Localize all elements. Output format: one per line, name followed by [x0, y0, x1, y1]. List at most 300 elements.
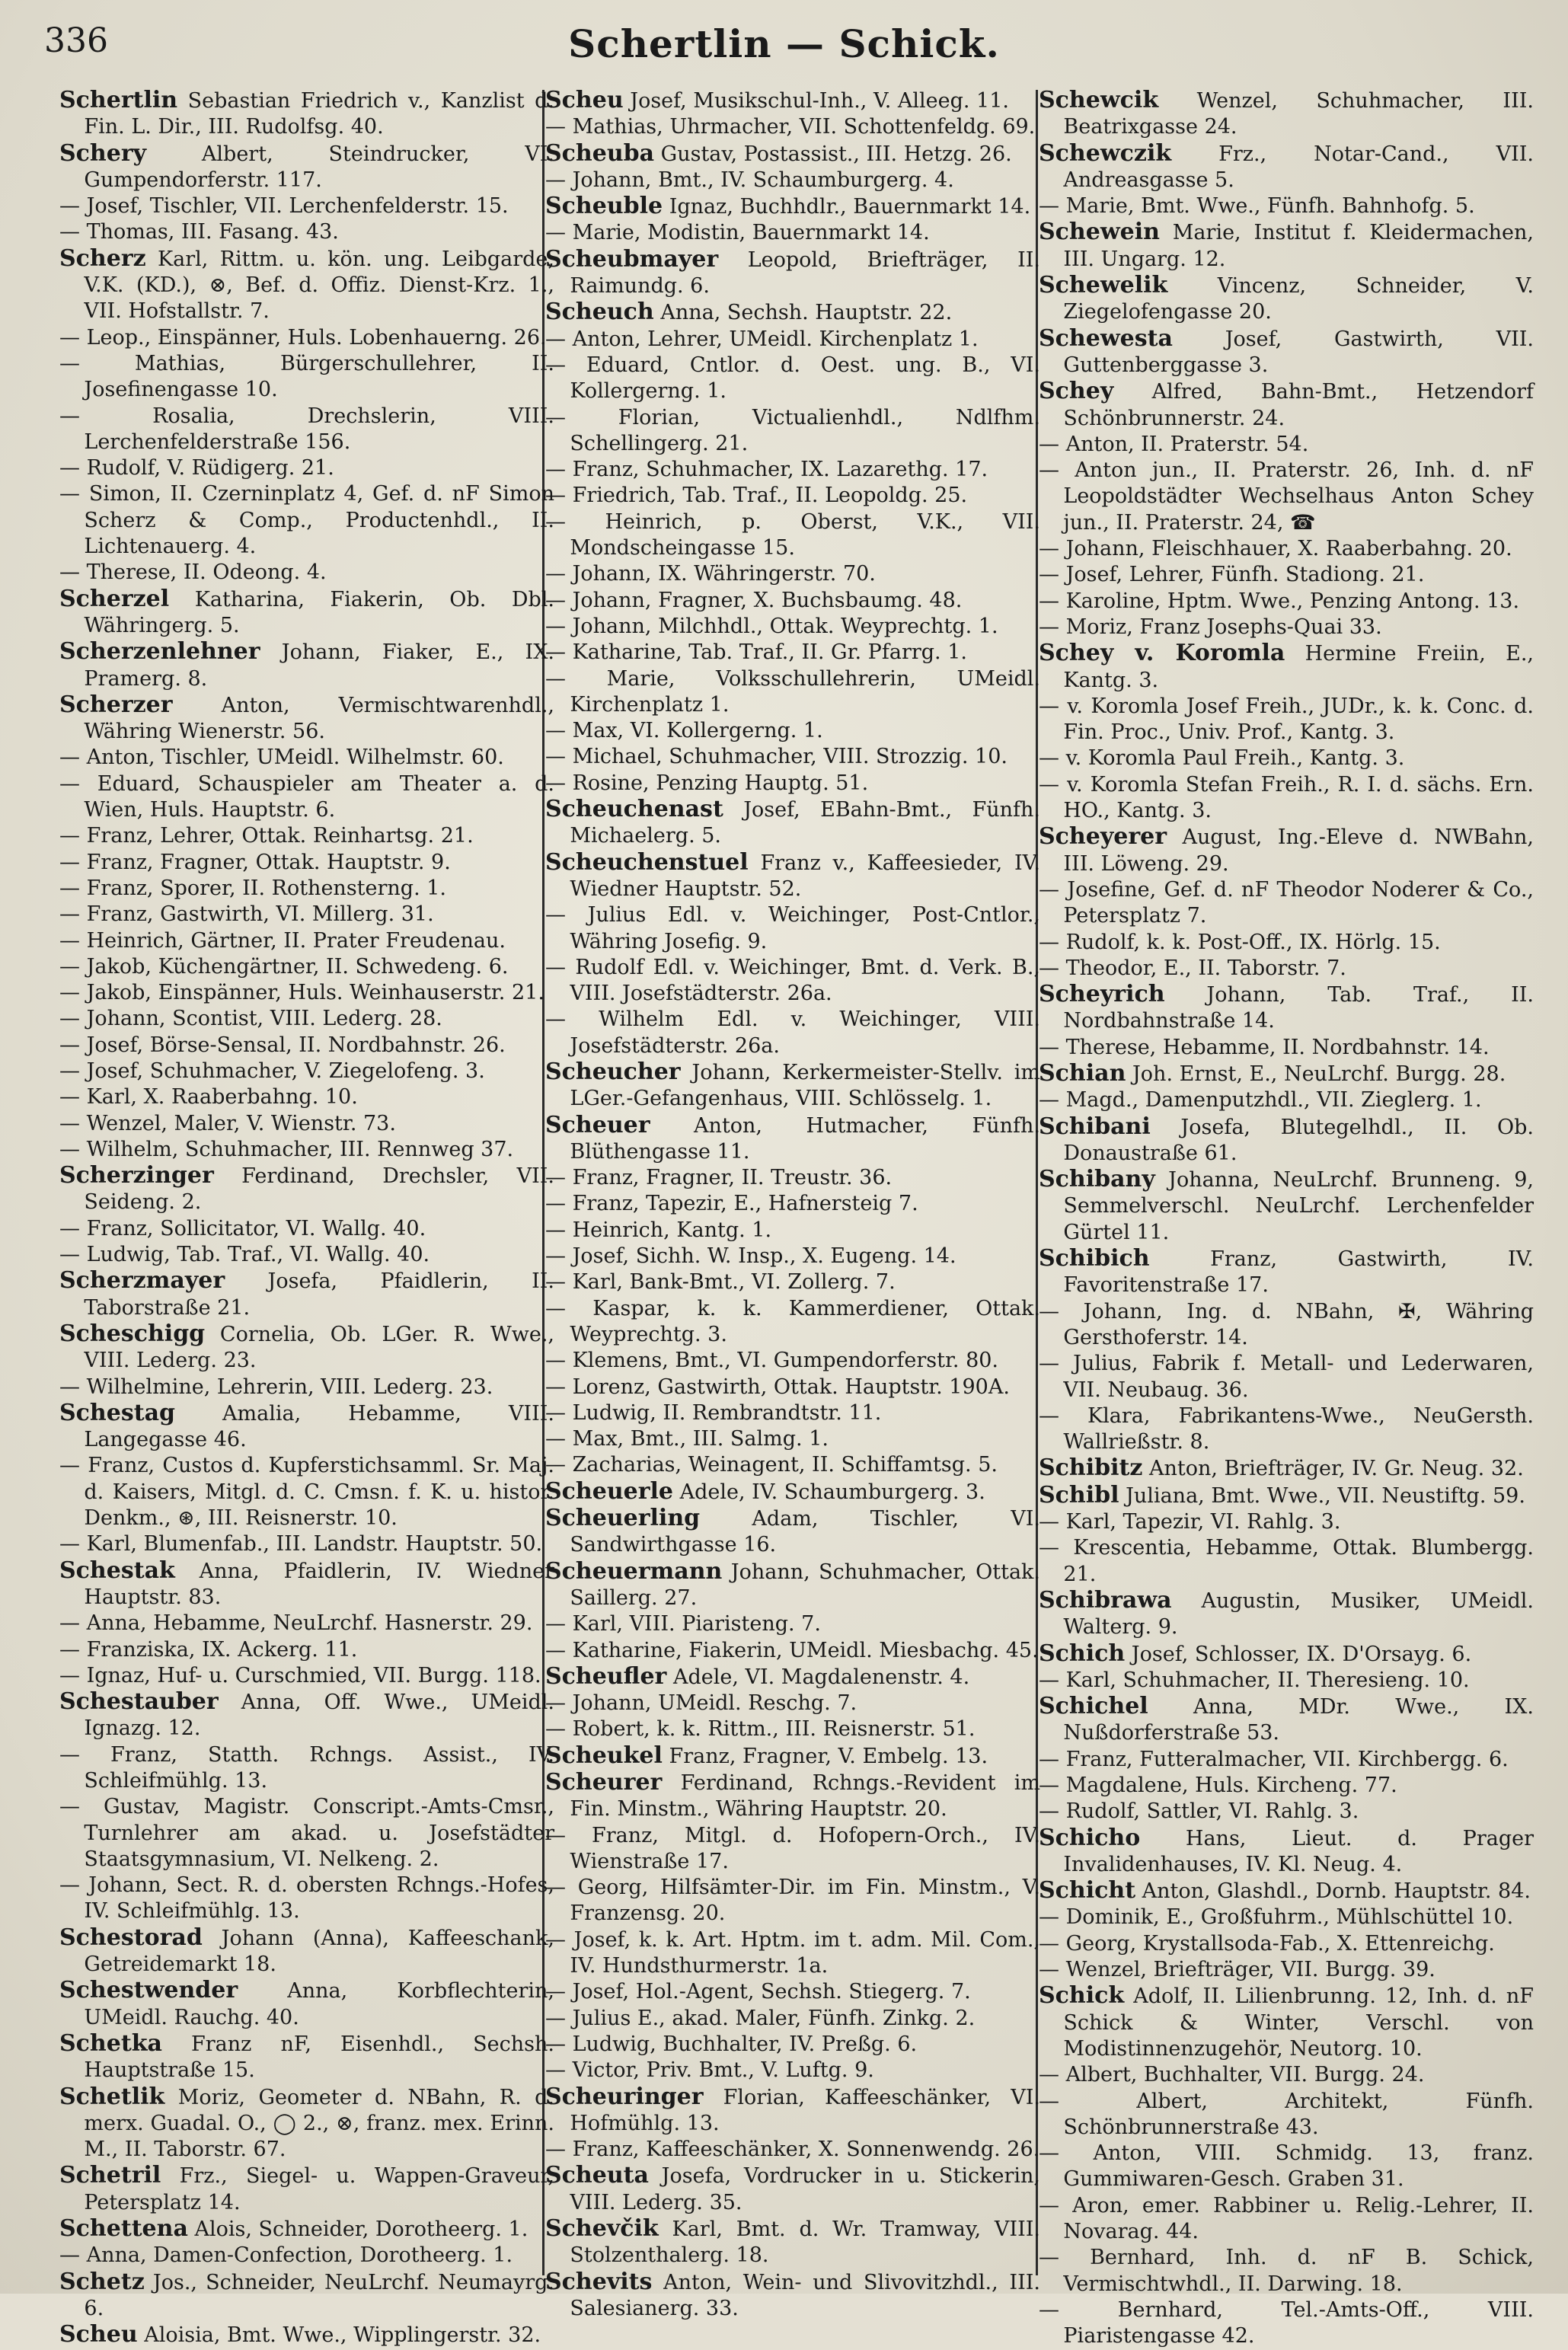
entry-text: — Johann, Scontist, VIII. Lederg. 28. — [59, 1007, 442, 1031]
directory-entry — [59, 692, 554, 746]
entry-text: — Franz, Fragner, II. Treustr. 36. — [545, 1166, 893, 1190]
entry-text: — Anton jun., II. Praterstr. 26, Inh. d. nF Leopoldstädter Wechselhaus Anton Schey jun., II. Praterstr. 24, ☎ — [1039, 458, 1534, 535]
entry-text: — Georg, Hilfsämter-Dir. im Fin. Minstm., V. Franzensg. 20. — [545, 1876, 1040, 1926]
directory-entry — [545, 1269, 1040, 1295]
directory-entry — [545, 2163, 1040, 2216]
entry-surname: Scheuchenast — [545, 796, 723, 823]
entry-text: — Franz, Sporer, II. Rothensterng. 1. — [59, 876, 447, 900]
directory-entry — [545, 1479, 1040, 1505]
directory-entry — [1039, 2193, 1534, 2246]
entry-text: — Eduard, Schauspieler am Theater a. d. Wien, Huls. Hauptstr. 6. — [59, 771, 554, 822]
entry-surname: Schestag — [59, 1399, 175, 1426]
directory-entry — [545, 640, 1040, 666]
entry-surname: Schicho — [1039, 1824, 1141, 1851]
entry-text: Leopold, Briefträger, II. Raimundg. 6. — [570, 247, 1040, 299]
directory-entry — [545, 666, 1040, 719]
entry-surname: Schetka — [59, 2029, 162, 2057]
directory-entry — [59, 876, 554, 902]
entry-text: — Johann, Fragner, X. Buchsbaumg. 48. — [545, 588, 963, 612]
entry-text: — Kaspar, k. k. Kammerdiener, Ottak. Weyprechtg. 3. — [545, 1296, 1040, 1346]
directory-entry — [545, 114, 1040, 140]
entry-surname: Schevčik — [545, 2215, 659, 2243]
directory-entry — [1039, 1931, 1534, 1957]
directory-entry — [59, 1268, 554, 1321]
entry-surname: Schibrawa — [1039, 1586, 1172, 1614]
directory-entry — [545, 88, 1040, 114]
entry-text: — Wenzel, Briefträger, VII. Burgg. 39. — [1039, 1958, 1435, 1982]
entry-text: Josef, Musikschul-Inh., V. Alleeg. 11. — [623, 89, 1009, 113]
entry-text: — Rudolf, Sattler, VI. Rahlg. 3. — [1039, 1799, 1359, 1824]
entry-text: — Bernhard, Tel.-Amts-Off., VIII. Piaristengasse 42. — [1039, 2297, 1534, 2348]
directory-entry — [1039, 1035, 1534, 1061]
directory-entry — [1039, 141, 1534, 194]
directory-entry — [1039, 432, 1534, 458]
directory-entry — [1039, 1799, 1534, 1825]
directory-entry — [1039, 1825, 1534, 1879]
directory-entry — [1039, 562, 1534, 588]
entry-text: — Therese, II. Odeong. 4. — [59, 560, 327, 585]
directory-entry — [545, 1691, 1040, 1716]
entry-text: — Josefine, Gef. d. nF Theodor Noderer & Co., Petersplatz 7. — [1039, 877, 1534, 928]
entry-text: — Karl, Blumenfab., III. Landstr. Hauptstr. 50. — [59, 1532, 543, 1557]
directory-entry — [545, 744, 1040, 770]
entry-text: — Julius, Fabrik f. Metall- und Lederwaren, VII. Neubaug. 36. — [1039, 1352, 1534, 1402]
directory-entry — [59, 1111, 554, 1137]
directory-entry — [1039, 930, 1534, 956]
entry-text: — Rudolf Edl. v. Weichinger, Bmt. d. Verk. B., VIII. Josefstädterstr. 26a. — [545, 955, 1040, 1006]
directory-entry — [1039, 1773, 1534, 1799]
directory-entry — [59, 1558, 554, 1611]
entry-text: — v. Koromla Josef Freih., JUDr., k. k. Conc. d. Fin. Proc., Univ. Prof., Kantg. 3. — [1039, 694, 1534, 745]
entry-surname: Schewcik — [1039, 87, 1159, 113]
directory-entry — [59, 1242, 554, 1268]
entry-text: — Mathias, Uhrmacher, VII. Schottenfeldg. 69. — [545, 115, 1036, 139]
directory-entry — [59, 2031, 554, 2084]
entry-text: Franz nF, Eisenhdl., Sechsh. Hauptstraße 15. — [84, 2032, 554, 2083]
directory-entry — [545, 1400, 1040, 1426]
entry-text: — Wilhelm, Schuhmacher, III. Rennweg 37. — [59, 1137, 514, 1161]
directory-entry — [59, 325, 554, 351]
directory-entry — [59, 1637, 554, 1663]
directory-entry — [59, 219, 554, 245]
entry-text: — Michael, Schuhmacher, VIII. Strozzig. 10. — [545, 745, 1008, 769]
directory-entry — [545, 561, 1040, 587]
directory-entry — [1039, 326, 1534, 379]
directory-entry — [545, 2216, 1040, 2269]
column-3 — [1039, 87, 1534, 2348]
entry-text: Joh. Ernst, E., NeuLrchf. Burgg. 28. — [1126, 1062, 1506, 1086]
directory-entry — [545, 2137, 1040, 2163]
directory-entry — [545, 220, 1040, 246]
directory-entry — [1039, 2062, 1534, 2088]
directory-entry — [545, 1716, 1040, 1742]
entry-surname: Schewein — [1039, 219, 1160, 246]
directory-entry — [1039, 640, 1534, 694]
entry-text: — Franz, Schuhmacher, IX. Lazarethg. 17. — [545, 458, 988, 482]
entry-text: — Jakob, Einspänner, Huls. Weinhauserstr. 21. — [59, 981, 544, 1005]
directory-entry — [545, 1059, 1040, 1113]
entry-text: — Josef, Tischler, VII. Lerchenfelderstr. 15. — [59, 194, 509, 219]
directory-entry — [59, 404, 554, 456]
directory-entry — [59, 246, 554, 325]
entry-text: — Anton, VIII. Schmidg. 13, franz. Gummiwaren-Gesch. Graben 31. — [1039, 2141, 1534, 2192]
entry-text: — Franz, Fragner, Ottak. Hauptstr. 9. — [59, 850, 451, 874]
directory-entry — [545, 1426, 1040, 1452]
entry-surname: Schettena — [59, 2215, 188, 2243]
entry-text: — Theodor, E., II. Taborstr. 7. — [1039, 956, 1346, 980]
entry-surname: Schey v. Koromla — [1039, 640, 1285, 667]
entry-text: — Franz, Kaffeeschänker, X. Sonnenwendg. 26. — [545, 2138, 1040, 2162]
directory-entry — [545, 614, 1040, 640]
directory-entry — [545, 588, 1040, 614]
entry-surname: Schetlik — [59, 2083, 165, 2110]
entry-text: — Franz, Mitgl. d. Hofopern-Orch., IV. Wienstraße 17. — [545, 1823, 1040, 1873]
entry-text: — Moriz, Franz Josephs-Quai 33. — [1039, 615, 1382, 639]
directory-entry — [545, 1638, 1040, 1664]
entry-text: — Anton, II. Praterstr. 54. — [1039, 432, 1309, 456]
directory-entry — [1039, 824, 1534, 877]
entry-text: — Thomas, III. Fasang. 43. — [59, 220, 339, 244]
entry-text: — Max, VI. Kollergerng. 1. — [545, 719, 823, 743]
entry-text: Juliana, Bmt. Wwe., VII. Neustiftg. 59. — [1119, 1483, 1525, 1508]
entry-surname: Scheuermann — [545, 1557, 723, 1585]
directory-entry — [59, 2216, 554, 2243]
entry-text: Adolf, II. Lilienbrunng. 12, Inh. d. nF Schick & Winter, Verschl. von Modistinnenzugehör, Neutorg. 10. — [1063, 1984, 1534, 2061]
directory-entry — [545, 327, 1040, 353]
entry-text: — Krescentia, Hebamme, Ottak. Blumbergg. 21. — [1039, 1536, 1534, 1586]
entry-surname: Schibl — [1039, 1481, 1119, 1509]
directory-entry — [59, 1925, 554, 1978]
directory-entry — [1039, 88, 1534, 141]
entry-text: Franz v., Kaffeesieder, IV. Wiedner Hauptstr. 52. — [570, 851, 1040, 901]
directory-entry — [545, 1165, 1040, 1191]
directory-entry — [545, 1611, 1040, 1637]
directory-entry — [59, 1163, 554, 1216]
entry-text: — Marie, Bmt. Wwe., Fünfh. Bahnhofg. 5. — [1039, 194, 1475, 219]
directory-entry — [1039, 1087, 1534, 1113]
directory-entry — [59, 1873, 554, 1925]
directory-entry — [545, 1823, 1040, 1876]
entry-text: — Karl, X. Raaberbahng. 10. — [59, 1085, 358, 1110]
entry-surname: Scheuringer — [545, 2083, 704, 2110]
directory-entry — [59, 902, 554, 928]
entry-text: — Robert, k. k. Rittm., III. Reisnerstr. 51. — [545, 1717, 976, 1742]
entry-text: — Magd., Damenputzhdl., VII. Zieglerg. 1. — [1039, 1088, 1482, 1113]
entry-text: Hans, Lieut. d. Prager Invalidenhauses, IV. Kl. Neug. 4. — [1063, 1826, 1534, 1876]
directory-entry — [545, 193, 1040, 220]
directory-entry — [545, 1191, 1040, 1217]
directory-entry — [545, 405, 1040, 458]
directory-entry — [1039, 1535, 1534, 1588]
entry-text: Amalia, Hebamme, VIII. Langegasse 46. — [84, 1401, 554, 1452]
entry-surname: Schibany — [1039, 1166, 1155, 1193]
directory-entry — [545, 1218, 1040, 1244]
directory-entry — [1039, 956, 1534, 982]
entry-text: — Klara, Fabrikantens-Wwe., NeuGersth. Wallrießstr. 8. — [1039, 1403, 1534, 1454]
directory-entry — [59, 193, 554, 219]
entry-surname: Scherzmayer — [59, 1267, 225, 1295]
entry-text: — Rosine, Penzing Hauptg. 51. — [545, 771, 869, 795]
entry-text: — Katharine, Fiakerin, UMeidl. Miesbachg. 45. — [545, 1638, 1039, 1662]
directory-entry — [59, 1006, 554, 1032]
entry-text: Marie, Institut f. Kleidermachen, III. Ungarg. 12. — [1063, 221, 1534, 271]
directory-entry — [59, 823, 554, 849]
entry-surname: Schey — [1039, 378, 1114, 405]
directory-entry — [1039, 1905, 1534, 1930]
directory-entry — [59, 88, 554, 141]
column-2 — [545, 87, 1040, 2320]
directory-entry — [59, 455, 554, 481]
directory-entry — [59, 1531, 554, 1557]
directory-entry — [1039, 193, 1534, 219]
directory-entry — [545, 1875, 1040, 1927]
entry-text: — Anna, Damen-Confection, Dorotheerg. 1. — [59, 2243, 513, 2268]
directory-entry — [1039, 2245, 1534, 2297]
entry-text: Anton, Vermischtwarenhdl., Währing Wienerstr. 56. — [84, 693, 554, 744]
entry-text: — Max, Bmt., III. Salmg. 1. — [545, 1427, 829, 1451]
entry-text: — Rudolf, k. k. Post-Off., IX. Hörlg. 15. — [1039, 930, 1441, 954]
directory-entry — [1039, 1668, 1534, 1694]
directory-entry — [59, 1794, 554, 1873]
directory-entry — [59, 1400, 554, 1454]
entry-text: Johann (Anna), Kaffeeschank, Getreidemarkt 18. — [84, 1926, 554, 1977]
entry-text: — Florian, Victualienhdl., Ndlfhm. Schellingerg. 21. — [545, 405, 1040, 455]
directory-entry — [1039, 1747, 1534, 1773]
entry-text: Anna, Pfaidlerin, IV. Wiedner Hauptstr. 83. — [84, 1559, 554, 1609]
entry-text: — v. Koromla Paul Freih., Kantg. 3. — [1039, 746, 1405, 771]
directory-entry — [545, 1559, 1040, 1612]
page-number: 336 — [44, 21, 108, 60]
entry-text: — Karl, VIII. Piaristeng. 7. — [545, 1612, 821, 1636]
entry-surname: Scheyrich — [1039, 981, 1165, 1008]
entry-text: — Franz, Futteralmacher, VII. Kirchbergg. 6. — [1039, 1747, 1509, 1771]
directory-entry — [1039, 694, 1534, 746]
directory-entry — [59, 141, 554, 194]
entry-text: — Johann, Bmt., IV. Schaumburgerg. 4. — [545, 168, 954, 192]
entry-text: — Rudolf, V. Rüdigerg. 21. — [59, 456, 334, 481]
entry-text: — Julius E., akad. Maler, Fünfh. Zinkg. 2. — [545, 2006, 976, 2030]
entry-text: Adele, IV. Schaumburgerg. 3. — [673, 1480, 985, 1504]
entry-text: — Johann, Ing. d. NBahn, ✠, Währing Gersthoferstr. 14. — [1039, 1299, 1534, 1349]
directory-entry — [545, 247, 1040, 300]
entry-text: Franz, Gastwirth, IV. Favoritenstraße 17. — [1063, 1247, 1534, 1298]
entry-surname: Scherzenlehner — [59, 638, 260, 666]
entry-text: — Leop., Einspänner, Huls. Lobenhauerng. 26. — [59, 325, 547, 350]
entry-text: Josefa, Pfaidlerin, II. Taborstraße 21. — [84, 1269, 554, 1320]
entry-surname: Scheufler — [545, 1662, 667, 1690]
entry-surname: Schibitz — [1039, 1454, 1143, 1482]
entry-text: — Aron, emer. Rabbiner u. Relig.-Lehrer, II. Novarag. 44. — [1039, 2193, 1534, 2244]
directory-entry — [59, 1453, 554, 1531]
entry-text: Anna, Off. Wwe., UMeidl. Ignazg. 12. — [84, 1691, 554, 1741]
entry-surname: Scherzinger — [59, 1162, 214, 1189]
entry-text: Alfred, Bahn-Bmt., Hetzendorf Schönbrunnerstr. 24. — [1063, 380, 1534, 430]
directory-entry — [545, 850, 1040, 903]
entry-text: — Josef, Börse-Sensal, II. Nordbahnstr. 26. — [59, 1033, 506, 1057]
directory-entry — [545, 902, 1040, 955]
directory-entry — [59, 954, 554, 980]
directory-entry — [59, 1058, 554, 1084]
entry-surname: Schewelik — [1039, 272, 1168, 299]
page-header — [0, 0, 1568, 72]
entry-text: — Anna, Hebamme, NeuLrchf. Hasnerstr. 29. — [59, 1611, 533, 1636]
entry-text: — Josef, Lehrer, Fünfh. Stadiong. 21. — [1039, 563, 1425, 587]
entry-text: Ferdinand, Drechsler, VII. Seideng. 2. — [84, 1164, 554, 1215]
directory-entry — [59, 1084, 554, 1110]
directory-entry — [545, 797, 1040, 850]
entry-text: — Johann, Sect. R. d. obersten Rchngs.-Hofes, IV. Schleifmühlg. 13. — [59, 1873, 554, 1924]
entry-surname: Scheuba — [545, 139, 655, 167]
entry-surname: Scheu — [59, 2321, 138, 2348]
entry-text: Johanna, NeuLrchf. Brunneng. 9, Semmelverschl. NeuLrchf. Lerchenfelder Gürtel 11. — [1063, 1168, 1534, 1244]
entry-surname: Schetril — [59, 2162, 161, 2189]
directory-entry — [1039, 1983, 1534, 2062]
entry-text: Ignaz, Buchhdlr., Bauernmarkt 14. — [663, 195, 1031, 219]
entry-surname: Schick — [1039, 1982, 1125, 2010]
entry-text: — Josef, Hol.-Agent, Sechsh. Stiegerg. 7. — [545, 1980, 971, 2004]
entry-text: — Victor, Priv. Bmt., V. Luftg. 9. — [545, 2058, 874, 2083]
entry-text: — Friedrich, Tab. Traf., II. Leopoldg. 25. — [545, 484, 968, 508]
entry-text: — Lorenz, Gastwirth, Ottak. Hauptstr. 190A. — [545, 1375, 1010, 1399]
entry-text: — Franz, Custos d. Kupferstichsamml. Sr. Maj. d. Kaisers, Mitgl. d. C. Cmsn. f. K. u. histor. Denkm., ⊛, III. Reisnerstr. 10. — [59, 1454, 554, 1531]
directory-entry — [59, 1137, 554, 1163]
entry-text: Frz., Siegel- u. Wappen-Graveur, Petersplatz 14. — [84, 2164, 554, 2214]
entry-text: — Gustav, Magistr. Conscript.-Amts-Cmsr., Turnlehrer am akad. u. Josefstädter Staatsgymnasium, VI. Nelkeng. 2. — [59, 1795, 554, 1871]
entry-text: Johann, Tab. Traf., II. Nordbahnstraße 14. — [1063, 983, 1534, 1033]
entry-text: — Johann, IX. Währingerstr. 70. — [545, 562, 876, 586]
entry-text: Aloisia, Bmt. Wwe., Wipplingerstr. 32. — [137, 2323, 541, 2348]
directory-entry — [59, 1611, 554, 1636]
entry-surname: Scheschigg — [59, 1320, 206, 1347]
directory-entry — [545, 1348, 1040, 1374]
entry-text: — Bernhard, Inh. d. nF B. Schick, Vermischtwhdl., II. Darwing. 18. — [1039, 2246, 1534, 2296]
directory-entry — [545, 483, 1040, 509]
entry-text: Katharina, Fiakerin, Ob. Dbl. Währingerg. 5. — [84, 587, 554, 637]
entry-surname: Scheuerle — [545, 1477, 674, 1505]
directory-entry — [59, 1216, 554, 1242]
entry-text: Josef, Schlosser, IX. D'Orsayg. 6. — [1125, 1642, 1472, 1666]
directory-entry — [1039, 2089, 1534, 2141]
entry-text: — Wenzel, Maler, V. Wienstr. 73. — [59, 1111, 396, 1135]
directory-entry — [59, 2163, 554, 2216]
entry-text: — Magdalene, Huls. Kircheng. 77. — [1039, 1774, 1397, 1797]
entry-text: — Heinrich, Kantg. 1. — [545, 1218, 772, 1242]
entry-text: Anna, Korbflechterin, UMeidl. Rauchg. 40. — [84, 1979, 554, 2029]
entry-surname: Scheuch — [545, 299, 654, 326]
entry-text: — Simon, II. Czerninplatz 4, Gef. d. nF Simon Scherz & Comp., Productenhdl., II. Lichtenauerg. 4. — [59, 482, 554, 559]
running-head: Schertlin — Schick. — [568, 21, 1000, 66]
entry-text: Florian, Kaffeeschänker, VI. Hofmühlg. 13. — [570, 2085, 1040, 2135]
directory-entry — [1039, 1167, 1534, 1246]
entry-surname: Schestauber — [59, 1688, 219, 1716]
entry-text: — Johann, Fleischhauer, X. Raaberbahng. 20. — [1039, 537, 1512, 561]
directory-entry — [59, 586, 554, 640]
entry-text: Moriz, Geometer d. NBahn, R. d. merx. Guadal. O., ◯ 2., ⊗, franz. mex. Erinn. M., II. Taborstr. 67. — [84, 2085, 554, 2162]
entry-text: — Josef, Schuhmacher, V. Ziegelofeng. 3. — [59, 1058, 485, 1083]
entry-text: — Marie, Volksschullehrerin, UMeidl. Kirchenplatz 1. — [545, 666, 1040, 717]
entry-surname: Schestorad — [59, 1924, 203, 1951]
entry-text: Albert, Steindrucker, VI. Gumpendorferstr. 117. — [84, 142, 554, 192]
entry-surname: Scherzer — [59, 691, 173, 718]
directory-entry — [59, 1321, 554, 1375]
entry-surname: Scheucher — [545, 1058, 681, 1085]
directory-entry — [545, 509, 1040, 562]
entry-surname: Scheubmayer — [545, 245, 719, 273]
entry-surname: Scheuchenstuel — [545, 848, 749, 876]
directory-entry — [1039, 877, 1534, 930]
entry-surname: Schibani — [1039, 1113, 1151, 1140]
entry-surname: Schevits — [545, 2268, 653, 2295]
entry-surname: Schicht — [1039, 1877, 1136, 1905]
entry-text: — Josef, k. k. Art. Hptm. im t. adm. Mil. Com., IV. Hundsthurmerstr. 1a. — [545, 1927, 1040, 1978]
entry-text: — Franziska, IX. Ackerg. 11. — [59, 1637, 358, 1662]
entry-text: — Ludwig, Buchhalter, IV. Preßg. 6. — [545, 2032, 918, 2056]
directory-entry — [545, 1505, 1040, 1559]
entry-text: — Karl, Bank-Bmt., VI. Zollerg. 7. — [545, 1270, 896, 1295]
directory-entry — [59, 639, 554, 692]
directory-entry — [59, 2269, 554, 2323]
directory-entry — [1039, 1246, 1534, 1299]
entry-text: — Albert, Architekt, Fünfh. Schönbrunnerstraße 43. — [1039, 2089, 1534, 2139]
directory-entry — [1039, 1299, 1534, 1352]
entry-text: — Heinrich, Gärtner, II. Prater Freudenau. — [59, 928, 506, 953]
directory-entry — [1039, 1641, 1534, 1668]
entry-text: Josef, Gastwirth, VII. Guttenberggasse 3. — [1063, 327, 1534, 377]
directory-entry — [59, 2322, 554, 2348]
entry-text: — Klemens, Bmt., VI. Gumpendorferstr. 80. — [545, 1349, 999, 1373]
directory-entry — [1039, 615, 1534, 640]
entry-text: Vincenz, Schneider, V. Ziegelofengasse 20. — [1063, 274, 1534, 324]
entry-text: — Franz, Lehrer, Ottak. Reinhartsg. 21. — [59, 824, 474, 848]
entry-surname: Schestwender — [59, 1977, 238, 2004]
entry-text: Johann, Fiaker, E., IX. Pramerg. 8. — [84, 640, 554, 691]
entry-surname: Schich — [1039, 1640, 1126, 1667]
entry-text: Adam, Tischler, VI. Sandwirthgasse 16. — [570, 1507, 1040, 1557]
directory-entry — [1039, 1509, 1534, 1535]
directory-entry — [545, 1452, 1040, 1478]
directory-entry — [545, 168, 1040, 193]
entry-text: — Franz, Gastwirth, VI. Millerg. 31. — [59, 902, 434, 927]
entry-text: — Therese, Hebamme, II. Nordbahnstr. 14. — [1039, 1035, 1490, 1059]
entry-text: — Franz, Sollicitator, VI. Wallg. 40. — [59, 1216, 426, 1240]
entry-surname: Schewczik — [1039, 139, 1172, 167]
entry-text: — Marie, Modistin, Bauernmarkt 14. — [545, 221, 930, 245]
directory-entry — [59, 850, 554, 876]
entry-text: — Julius Edl. v. Weichinger, Post-Cntlor., Währing Josefig. 9. — [545, 903, 1040, 953]
entry-text: Anna, MDr. Wwe., IX. Nußdorferstraße 53. — [1063, 1695, 1534, 1745]
entry-surname: Schichel — [1039, 1693, 1148, 1720]
entry-surname: Scheuble — [545, 193, 663, 220]
entry-text: — Franz, Statth. Rchngs. Assist., IV. Schleifmühlg. 13. — [59, 1742, 554, 1793]
directory-entry — [59, 2084, 554, 2163]
entry-text: — Heinrich, p. Oberst, V.K., VII. Mondscheingasse 15. — [545, 509, 1040, 560]
directory-entry — [59, 1033, 554, 1058]
entry-text: Anton, Wein- und Slivovitzhdl., III. Salesianerg. 33. — [570, 2270, 1040, 2320]
directory-entry — [1039, 2297, 1534, 2350]
entry-text: — Josef, Sichh. W. Insp., X. Eugeng. 14. — [545, 1244, 956, 1269]
directory-entry — [545, 1664, 1040, 1691]
entry-surname: Schewesta — [1039, 324, 1173, 352]
entry-text: — Karl, Schuhmacher, II. Theresieng. 10. — [1039, 1668, 1470, 1692]
directory-entry — [1039, 378, 1534, 432]
entry-text: Anton, Glashdl., Dornb. Hauptstr. 84. — [1135, 1879, 1531, 1904]
entry-surname: Schertlin — [59, 87, 178, 113]
entry-text: — Wilhelm Edl. v. Weichinger, VIII. Josefstädterstr. 26a. — [545, 1007, 1040, 1058]
entry-text: Johann, Schuhmacher, Ottak. Saillerg. 27. — [570, 1560, 1040, 1610]
entry-text: Josefa, Vordrucker in u. Stickerin, VIII. Lederg. 35. — [570, 2164, 1040, 2214]
directory-entry — [59, 2243, 554, 2269]
entry-text: — Franz, Tapezir, E., Hafnersteig 7. — [545, 1192, 918, 1216]
